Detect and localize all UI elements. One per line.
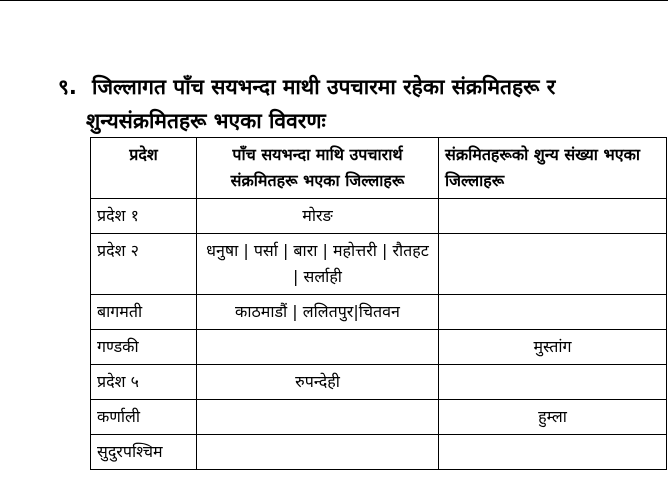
table-row: [91, 330, 667, 365]
cell-province: कर्णाली: [91, 400, 197, 435]
cell-province: गण्डकी: [91, 330, 197, 365]
cell-zero-cases: [439, 295, 667, 330]
cell-zero-cases: [439, 435, 667, 470]
cell-zero-cases: मुस्तांग: [439, 330, 667, 365]
heading-line-1: जिल्लागत पाँच सयभन्दा माथी उपचारमा रहेका संक्रमितहरू र: [92, 75, 556, 99]
cell-zero-cases: [439, 199, 667, 234]
cell-above-500: [197, 330, 439, 365]
cell-province: प्रदेश १: [91, 199, 197, 234]
table-row: [91, 234, 667, 295]
table-row: [91, 435, 667, 470]
cell-zero-cases: [439, 365, 667, 400]
table-header-row: [91, 138, 667, 199]
cell-province: प्रदेश २: [91, 234, 197, 295]
cell-province: प्रदेश ५: [91, 365, 197, 400]
table-row: [91, 199, 667, 234]
cell-above-500: [197, 435, 439, 470]
heading-line-2: शुन्यसंक्रमितहरू भएका विवरणः: [86, 109, 326, 133]
cell-above-500: काठमाडौं | ललितपुर|चितवन: [197, 295, 439, 330]
district-summary-table: [90, 137, 667, 470]
table-row: [91, 400, 667, 435]
table-row: [91, 295, 667, 330]
cell-above-500: मोरङ: [197, 199, 439, 234]
cell-province: सुदुरपश्चिम: [91, 435, 197, 470]
header-province: प्रदेश: [91, 138, 197, 199]
header-zero-cases: संक्रमितहरूको शुन्य संख्या भएका जिल्लाहरू: [439, 138, 667, 199]
cell-province: बागमती: [91, 295, 197, 330]
cell-zero-cases: हुम्ला: [439, 400, 667, 435]
cell-zero-cases: [439, 234, 667, 295]
table-row: [91, 365, 667, 400]
section-number: ९.: [58, 75, 77, 99]
cell-above-500: रुपन्देही: [197, 365, 439, 400]
top-rule: [0, 0, 668, 3]
cell-above-500: धनुषा | पर्सा | बारा | महोत्तरी | रौतहट | सर्लाही: [197, 234, 439, 295]
header-above-500: पाँच सयभन्दा माथि उपचारार्थ संक्रमितहरू भएका जिल्लाहरू: [197, 138, 439, 199]
section-heading: [58, 70, 658, 138]
cell-above-500: [197, 400, 439, 435]
